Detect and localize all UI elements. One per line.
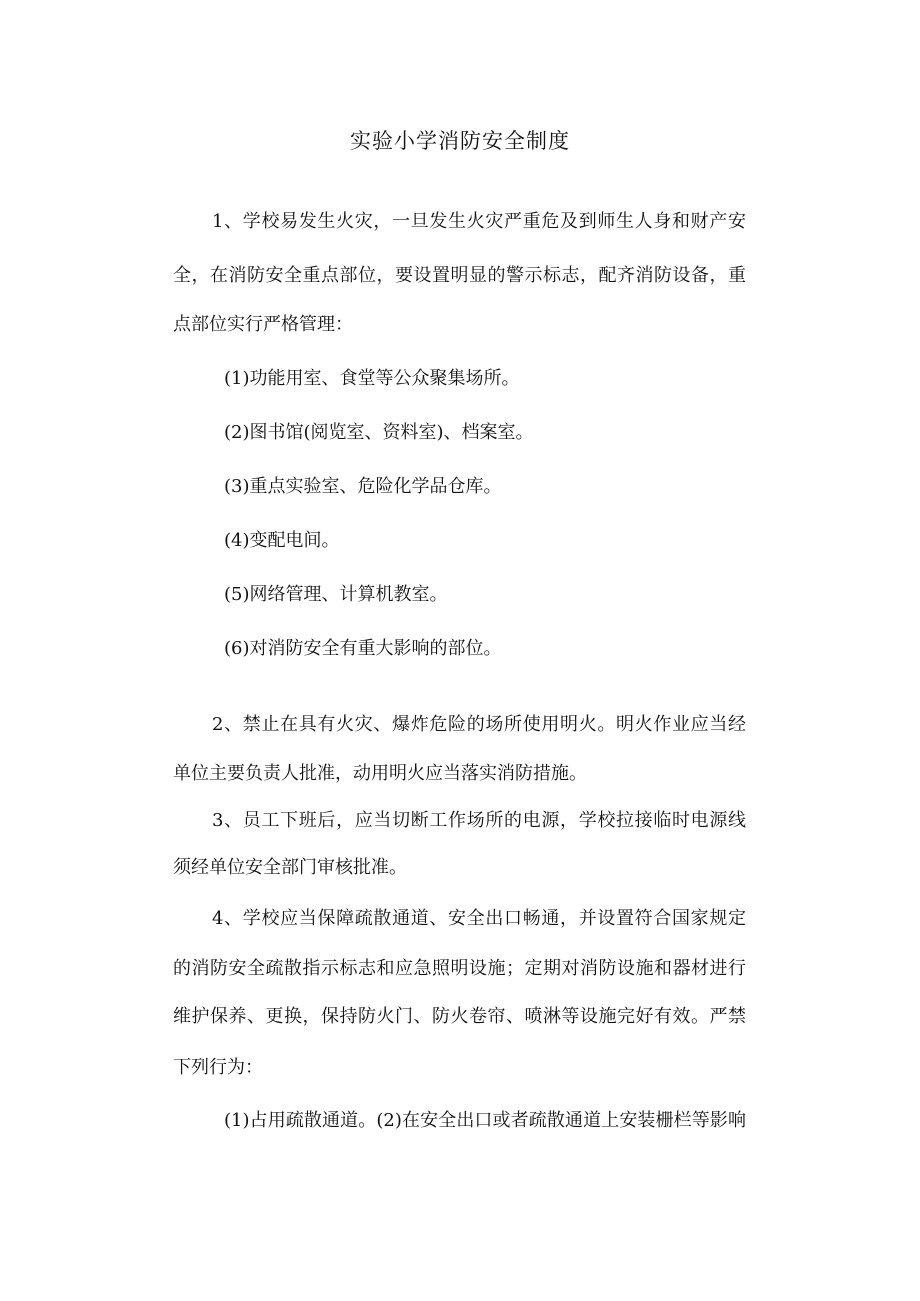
list-item: (4)变配电间。 [224,530,340,551]
paragraph-line: 4、学校应当保障疏散通道、安全出口畅通，并设置符合国家规定 [212,908,746,929]
paragraph-line: 须经单位安全部门审核批准。 [173,857,407,878]
list-item: (5)网络管理、计算机教室。 [224,584,448,605]
document-title: 实验小学消防安全制度 [350,129,570,153]
paragraph-line: 2、禁止在具有火灾、爆炸危险的场所使用明火。明火作业应当经 [212,714,746,735]
list-item: (3)重点实验室、危险化学品仓库。 [224,476,502,497]
paragraph-line: 点部位实行严格管理： [173,314,353,335]
list-item: (6)对消防安全有重大影响的部位。 [224,638,502,659]
paragraph-line: 单位主要负责人批准，动用明火应当落实消防措施。 [173,763,587,784]
list-item: (2)图书馆(阅览室、资料室)、档案室。 [224,422,534,443]
list-item: (1)占用疏散通道。(2)在安全出口或者疏散通道上安装栅栏等影响 [224,1110,746,1131]
paragraph-line: 全，在消防安全重点部位，要设置明显的警示标志，配齐消防设备，重 [173,265,746,286]
list-item: (1)功能用室、食堂等公众聚集场所。 [224,368,520,389]
paragraph-line: 1、学校易发生火灾，一旦发生火灾严重危及到师生人身和财产安 [212,211,746,232]
paragraph-line: 的消防安全疏散指示标志和应急照明设施；定期对消防设施和器材进行 [173,958,746,979]
paragraph-line: 下列行为： [173,1057,263,1078]
paragraph-line: 3、员工下班后，应当切断工作场所的电源，学校拉接临时电源线 [212,810,746,831]
paragraph-line: 维护保养、更换，保持防火门、防火卷帘、喷淋等设施完好有效。严禁 [173,1006,746,1027]
